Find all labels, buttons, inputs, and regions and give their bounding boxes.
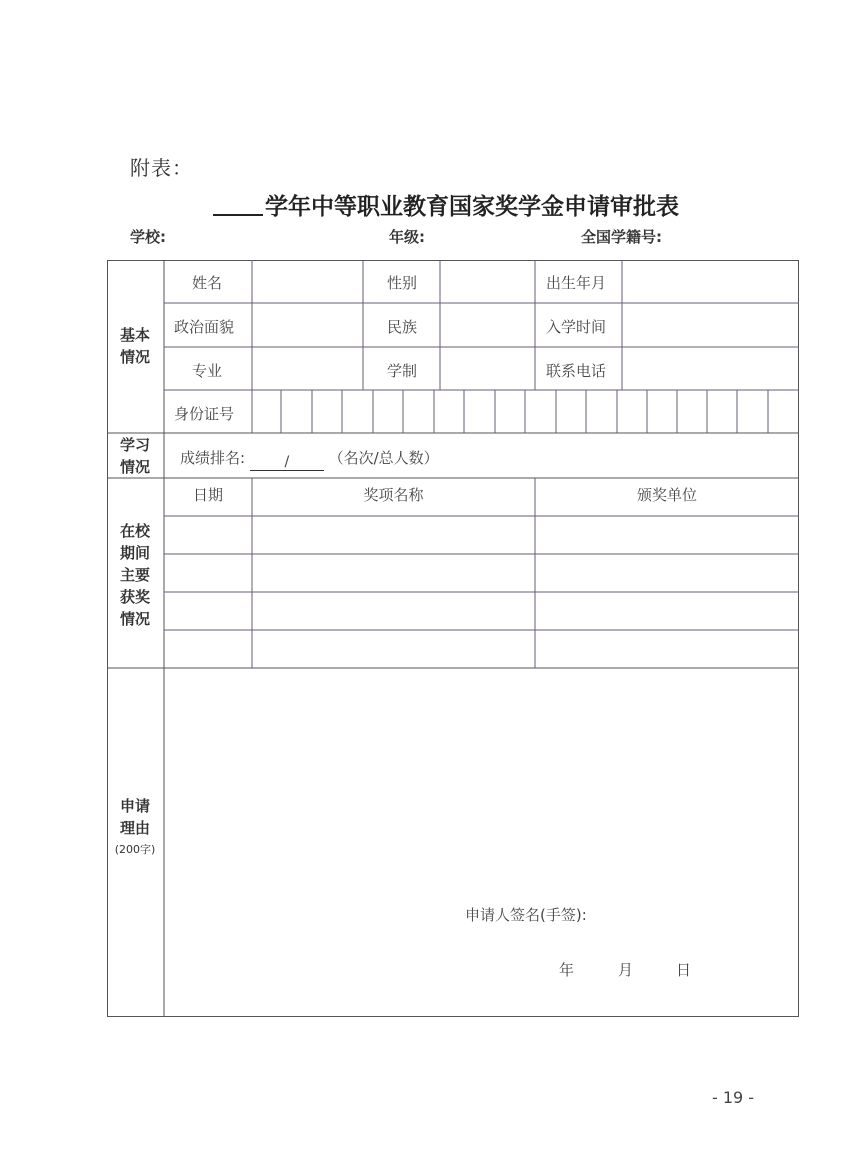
signature-label: 申请人签名(手签): <box>465 906 587 924</box>
application-form <box>107 260 799 1017</box>
awards-title-line3: 主要 <box>119 566 150 584</box>
gender-label: 性别 <box>387 274 418 292</box>
section-study-title-line2: 情况 <box>119 458 150 476</box>
awards-header-issuer: 颁奖单位 <box>636 486 697 504</box>
grade-label: 年级: <box>389 228 425 246</box>
rank-row <box>180 447 439 471</box>
school-label: 学校: <box>130 228 166 246</box>
enroll-label: 入学时间 <box>546 318 607 336</box>
awards-title-line5: 情况 <box>119 610 150 628</box>
reason-limit: (200字) <box>114 843 156 856</box>
section-basic-title-line2: 情况 <box>119 348 150 366</box>
length-label: 学制 <box>387 362 418 380</box>
awards-title-line1: 在校 <box>119 522 150 540</box>
awards-title-line4: 获奖 <box>119 588 150 606</box>
reason-title-line1: 申请 <box>119 797 150 815</box>
awards-title-line2: 期间 <box>119 544 150 562</box>
page-number: - 19 - <box>712 1088 755 1107</box>
rank-field[interactable] <box>250 454 324 471</box>
political-label: 政治面貌 <box>174 318 235 336</box>
date-day: 日 <box>676 961 692 979</box>
awards-header-name: 奖项名称 <box>363 486 424 504</box>
awards-header-date: 日期 <box>192 486 223 504</box>
section-awards-title <box>107 520 163 630</box>
birth-label: 出生年月 <box>546 274 607 292</box>
appendix-label: 附表： <box>130 156 193 180</box>
date-month: 月 <box>618 961 634 979</box>
date-year: 年 <box>559 961 575 979</box>
section-study-title-line1: 学习 <box>119 436 150 454</box>
reason-title-line2: 理由 <box>119 819 150 837</box>
section-basic-title-line1: 基本 <box>119 326 150 344</box>
section-basic-title <box>107 324 163 368</box>
id-label: 身份证号 <box>174 405 235 423</box>
phone-label: 联系电话 <box>546 362 607 380</box>
section-study-title <box>107 434 163 478</box>
student-id-label: 全国学籍号: <box>581 228 662 246</box>
rank-note: （名次/总人数） <box>328 449 439 467</box>
year-blank[interactable] <box>213 192 263 216</box>
ethnicity-label: 民族 <box>387 318 418 336</box>
form-title-text: 学年中等职业教育国家奖学金申请审批表 <box>265 194 679 220</box>
major-label: 专业 <box>192 362 223 380</box>
name-label: 姓名 <box>192 274 223 292</box>
form-title <box>213 188 679 221</box>
rank-separator: / <box>284 454 290 470</box>
reason-field[interactable] <box>165 669 798 1016</box>
rank-label: 成绩排名: <box>180 449 246 467</box>
section-reason-title <box>107 795 163 861</box>
